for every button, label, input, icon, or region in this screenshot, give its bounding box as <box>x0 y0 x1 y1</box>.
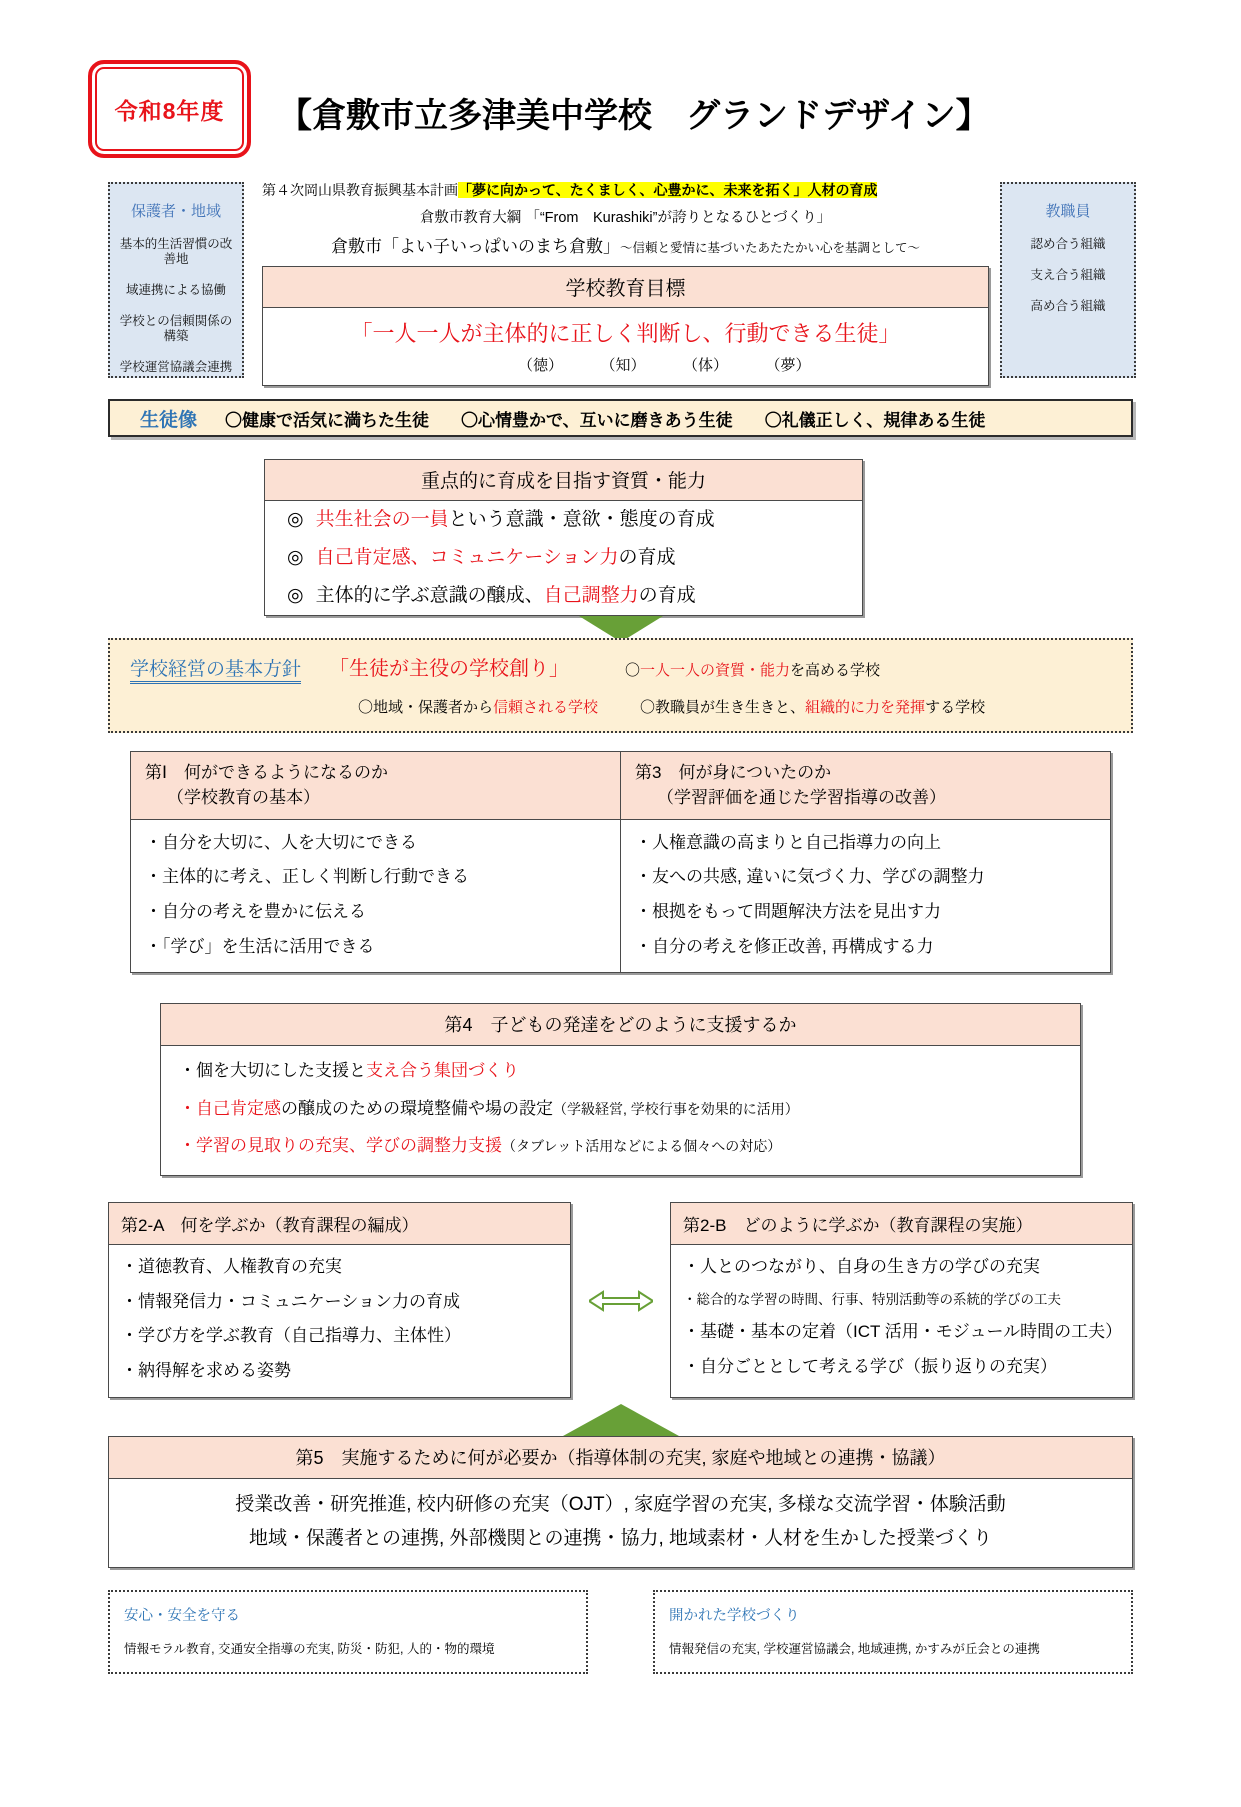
list-item: ・自分の考えを修正改善, 再構成する力 <box>635 936 934 956</box>
double-circle-icon: ◎ <box>287 584 304 606</box>
dai4-item-red: 支え合う集団づくり <box>366 1061 519 1081</box>
list-item: ・人権意識の高まりと自己指導力の向上 <box>635 832 941 852</box>
goal-pillar: （徳） <box>518 356 564 374</box>
year-badge-label: 令和8年度 <box>114 97 225 124</box>
policy-point-black: を高める学校 <box>790 661 881 679</box>
dai1-body <box>131 820 620 973</box>
dai2a-body <box>109 1245 570 1397</box>
focus-competencies-box <box>264 459 863 616</box>
parents-community-panel <box>108 182 244 378</box>
safety-box-title: 安心・安全を守る <box>124 1608 240 1625</box>
safety-box <box>108 1590 588 1673</box>
dai3-heading <box>621 752 1110 820</box>
policy-point-red: 組織的に力を発揮 <box>805 698 926 716</box>
dai4-item-note: （タブレット活用などによる個々への対応） <box>502 1138 782 1155</box>
dai2a-list <box>121 1250 570 1389</box>
page-title: 【倉敷市立多津美中学校 グランドデザイン】 <box>278 97 990 135</box>
student-vision-bar <box>108 399 1133 437</box>
list-item: ・主体的に考え、正しく判断し行動できる <box>145 867 470 887</box>
dai1-box <box>130 751 620 974</box>
list-item: ・情報発信力・コミュニケーション力の育成 <box>121 1291 460 1311</box>
staff-panel-item: 認め合う組織 <box>1030 237 1106 251</box>
dai3-heading-main: 第3 何が身についたのか <box>635 762 832 782</box>
school-education-goal-statement: 「一人一人が主体的に正しく判断し、行動できる生徒」 <box>350 320 901 346</box>
open-school-box-title: 開かれた学校づくり <box>669 1608 800 1625</box>
school-education-goal-box <box>262 266 989 386</box>
list-item: ・人とのつながり、自身の生き方の学びの充実 <box>683 1256 1040 1276</box>
management-policy-main: 「生徒が主役の学校創り」 <box>329 657 570 680</box>
dai4-item-red: ・自己肯定感 <box>179 1098 281 1118</box>
focus-competency-item <box>265 577 862 615</box>
dai4-list <box>179 1052 1080 1165</box>
policy-point-red: 一人一人の資質・能力 <box>640 661 791 679</box>
dai2a-heading: 第2-A 何を学ぶか（教育課程の編成） <box>109 1203 570 1245</box>
list-item <box>179 1090 1080 1128</box>
dai3-body <box>621 820 1110 973</box>
focus-competencies-heading: 重点的に育成を目指す資質・能力 <box>265 460 862 501</box>
list-item: ・納得解を求める姿勢 <box>121 1360 291 1380</box>
policy-point-black: 〇地域・保護者から <box>358 698 494 716</box>
dai4-item-black: の醸成のための環境整備や場の設定 <box>281 1098 553 1118</box>
parents-community-item: 域連携による協働 <box>125 283 226 297</box>
school-education-goal-heading: 学校教育目標 <box>263 267 988 308</box>
double-circle-icon: ◎ <box>287 546 304 568</box>
management-policy-row-1 <box>130 652 1111 684</box>
dai4-item-note: （学級経営, 学校行事を効果的に活用） <box>553 1100 799 1117</box>
dai3-box <box>620 751 1111 974</box>
student-vision-item: 〇礼儀正しく、規律ある生徒 <box>764 410 986 430</box>
list-item: ・自分ごととして考える学び（振り返りの充実） <box>683 1357 1057 1377</box>
dai3-list <box>635 826 1110 965</box>
dai1-list <box>145 826 620 965</box>
dai2b-box <box>670 1202 1133 1398</box>
focus-competency-item <box>265 501 862 539</box>
list-item: ・自分を大切に、人を大切にできる <box>145 832 417 852</box>
safety-box-text: 情報モラル教育, 交通安全指導の充実, 防災・防犯, 人的・物的環境 <box>124 1642 495 1657</box>
staff-panel-title: 教職員 <box>1045 203 1091 220</box>
focus-item-tail: の育成 <box>638 584 696 606</box>
goal-pillar: （体） <box>690 356 729 374</box>
dai5-line: 授業改善・研究推進, 校内研修の充実（OJT）, 家庭学習の充実, 多様な交流学習・体験活動 <box>235 1493 1006 1515</box>
prefectural-plan-line <box>262 182 989 200</box>
dai1-heading-main: 第Ⅰ 何ができるようになるのか <box>145 762 389 782</box>
open-school-box <box>653 1590 1133 1673</box>
list-item: ・基礎・基本の定着（ICT 活用・モジュール時間の工夫） <box>683 1322 1123 1342</box>
list-item: ・総合的な学習の時間、行事、特別活動等の系統的学びの工夫 <box>683 1291 1061 1307</box>
city-education-outline-line: 倉敷市教育大綱 「“From Kurashiki”が誇りとなるひとづくり」 <box>419 209 832 226</box>
parents-community-item: 基本的生活習慣の改善地 <box>119 237 233 266</box>
list-item: ・学び方を学ぶ教育（自己指導力、主体性） <box>121 1326 461 1346</box>
dai4-body <box>161 1046 1080 1175</box>
parents-community-item: 学校との信頼関係の構築 <box>119 314 233 343</box>
policy-point-black: する学校 <box>925 698 986 716</box>
dai4-box <box>160 1003 1081 1176</box>
page-header <box>0 52 1241 172</box>
goal-pillar: （夢） <box>773 356 811 374</box>
focus-item-red: 自己調整力 <box>543 584 639 606</box>
focus-item-black: という意識・意欲・態度の育成 <box>448 509 715 530</box>
staff-panel <box>1000 182 1136 378</box>
dai1-heading <box>131 752 620 820</box>
parents-community-item: 学校運営協議会連携 <box>119 360 233 374</box>
dai3-heading-sub: （学習評価を通じた学習指導の改善） <box>657 788 946 808</box>
dai2b-body <box>671 1245 1132 1393</box>
year-badge <box>88 60 251 158</box>
dai2b-list <box>683 1250 1132 1385</box>
list-item: ・友への共感, 違いに気づく力、学びの調整力 <box>635 867 985 887</box>
city-slogan-sub: ～信頼と愛情に基づいたあたたかい心を基調として～ <box>619 240 920 255</box>
prefectural-plan-highlight: 「夢に向かって、たくましく、心豊かに、未来を拓く」人材の育成 <box>458 182 878 198</box>
list-item: ・道徳教育、人権教育の充実 <box>121 1256 342 1276</box>
list-item: ・自分の考えを豊かに伝える <box>145 901 366 921</box>
list-item: ・「学び」を生活に活用できる <box>145 936 375 956</box>
staff-panel-item: 支え合う組織 <box>1030 268 1106 282</box>
management-policy-point-1 <box>625 659 880 680</box>
focus-item-black: の育成 <box>618 546 676 568</box>
management-policy-point-2 <box>358 696 598 717</box>
city-slogan-main: 倉敷市「よい子いっぱいのまち倉敷」 <box>330 236 620 256</box>
management-policy-title: 学校経営の基本方針 <box>130 654 301 684</box>
dai2-row <box>108 1202 1133 1398</box>
dai4-heading: 第4 子どもの発達をどのように支援するか <box>161 1004 1080 1046</box>
list-item <box>179 1127 1080 1165</box>
parents-community-title: 保護者・地域 <box>130 203 221 220</box>
staff-panel-item: 高め合う組織 <box>1030 299 1106 313</box>
dai1-dai3-row <box>130 751 1111 974</box>
top-band <box>0 182 1241 387</box>
green-up-arrow-icon <box>0 1404 1241 1436</box>
dai2b-heading: 第2-B どのように学ぶか（教育課程の実施） <box>671 1203 1132 1245</box>
footer-row <box>108 1590 1133 1673</box>
list-item: ・根拠をもって問題解決方法を見出す力 <box>635 901 941 921</box>
list-item <box>179 1052 1080 1090</box>
double-circle-icon: ◎ <box>287 509 304 530</box>
focus-item-black: 主体的に学ぶ意識の醸成、 <box>315 584 544 606</box>
dai5-body <box>109 1479 1132 1568</box>
dai5-line: 地域・保護者との連携, 外部機関との連携・協力, 地域素材・人材を生かした授業づくり <box>248 1527 993 1549</box>
city-slogan-line <box>262 236 989 257</box>
focus-competency-item <box>265 539 862 577</box>
double-headed-arrow-icon <box>589 1288 653 1314</box>
management-policy-point-3 <box>640 696 985 717</box>
student-vision-items <box>225 406 1017 431</box>
prefectural-plan-prefix: 第４次岡山県教育振興基本計画 <box>262 182 458 198</box>
policy-point-black: 〇教職員が生き生きと、 <box>640 698 806 716</box>
grand-design-page <box>0 52 1241 1807</box>
dai1-heading-sub: （学校教育の基本） <box>167 788 320 808</box>
center-plan-column <box>262 182 989 386</box>
student-vision-item: 〇心情豊かで、互いに磨きあう生徒 <box>461 410 733 430</box>
dai5-box <box>108 1436 1133 1569</box>
focus-item-red: 自己肯定感、コミュニケーション力 <box>315 546 619 568</box>
open-school-box-text: 情報発信の充実, 学校運営協議会, 地域連携, かすみが丘会との連携 <box>669 1642 1040 1657</box>
dai4-item-red: ・学習の見取りの充実、学びの調整力支援 <box>179 1136 502 1156</box>
management-policy-box <box>108 638 1133 733</box>
student-vision-label: 生徒像 <box>140 409 198 431</box>
dai4-item-black: ・個を大切にした支援と <box>179 1061 366 1081</box>
policy-point-red: 信頼される学校 <box>493 698 599 716</box>
goal-pillar: （知） <box>608 356 646 374</box>
management-policy-row-2 <box>130 696 1111 717</box>
student-vision-item: 〇健康で活気に満ちた生徒 <box>225 410 430 430</box>
dai5-heading: 第5 実施するために何が必要か（指導体制の充実, 家庭や地域との連携・協議） <box>109 1437 1132 1479</box>
focus-item-red: 共生社会の一員 <box>315 509 449 530</box>
policy-bullet-mark: 〇 <box>625 661 641 679</box>
dai2a-box <box>108 1202 571 1398</box>
school-education-goal-pillars <box>263 352 988 385</box>
